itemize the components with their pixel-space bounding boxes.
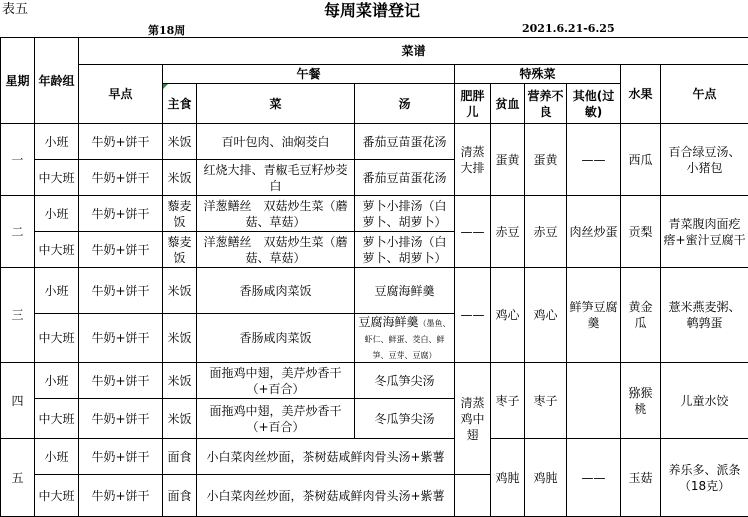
age-group-cell: 小班 bbox=[35, 124, 79, 160]
soup-cell: 冬瓜笋尖汤 bbox=[355, 363, 455, 399]
anemia-cell: 赤豆 bbox=[491, 196, 525, 268]
fruit-cell: 西瓜 bbox=[621, 124, 661, 196]
staple-cell: 面食 bbox=[163, 475, 197, 517]
header-lunch: 午餐 bbox=[163, 65, 455, 84]
breakfast-cell: 牛奶+饼干 bbox=[79, 196, 163, 232]
dish-cell: 洋葱鳝丝 双菇炒生菜（蘑菇、草菇） bbox=[197, 196, 355, 232]
header-menu: 菜谱 bbox=[79, 38, 748, 65]
weekday-cell: 一 bbox=[1, 124, 35, 196]
obese-cell: —— bbox=[455, 196, 491, 268]
dish-cell: 百叶包肉、油焖茭白 bbox=[197, 124, 355, 160]
header-staple: 主食 bbox=[163, 84, 197, 124]
header-obese: 肥胖儿 bbox=[455, 84, 491, 124]
page-title: 每周菜谱登记 bbox=[272, 0, 472, 22]
staple-cell: 米饭 bbox=[163, 124, 197, 160]
age-group-cell: 中大班 bbox=[35, 475, 79, 517]
snack-cell: 养乐多、派条（18克） bbox=[661, 439, 748, 517]
header-dish: 菜 bbox=[197, 84, 355, 124]
weekday-cell: 四 bbox=[1, 363, 35, 439]
other-cell: —— bbox=[567, 439, 621, 517]
breakfast-cell: 牛奶+饼干 bbox=[79, 160, 163, 196]
fruit-cell: 玉菇 bbox=[621, 439, 661, 517]
other-cell: 肉丝炒蛋 bbox=[567, 196, 621, 268]
fruit-cell: 黄金瓜 bbox=[621, 268, 661, 363]
age-group-cell: 小班 bbox=[35, 439, 79, 475]
soup-cell: 萝卜小排汤（白萝卜、胡萝卜） bbox=[355, 232, 455, 268]
lunch-combined-cell: 小白菜肉丝炒面，茶树菇咸鲜肉骨头汤+紫薯 bbox=[197, 475, 455, 517]
soup-cell: 豆腐海鲜羹 bbox=[355, 268, 455, 314]
staple-cell: 米饭 bbox=[163, 314, 197, 363]
age-group-cell: 小班 bbox=[35, 363, 79, 399]
weekday-cell: 三 bbox=[1, 268, 35, 363]
breakfast-cell: 牛奶+饼干 bbox=[79, 475, 163, 517]
breakfast-cell: 牛奶+饼干 bbox=[79, 439, 163, 475]
staple-cell: 面食 bbox=[163, 439, 197, 475]
dish-cell: 红烧大排、青椒毛豆籽炒茭白 bbox=[197, 160, 355, 196]
soup-cell: 番茄豆苗蛋花汤 bbox=[355, 160, 455, 196]
snack-cell: 百合绿豆汤、小猪包 bbox=[661, 124, 748, 196]
age-group-cell: 中大班 bbox=[35, 399, 79, 439]
breakfast-cell: 牛奶+饼干 bbox=[79, 363, 163, 399]
anemia-cell: 鸡肫 bbox=[491, 439, 525, 517]
obese-cell: 清蒸鸡中翅 bbox=[455, 363, 491, 475]
age-group-cell: 小班 bbox=[35, 196, 79, 232]
age-group-cell: 小班 bbox=[35, 268, 79, 314]
soup-cell: 冬瓜笋尖汤 bbox=[355, 399, 455, 439]
soup-cell: 番茄豆苗蛋花汤 bbox=[355, 124, 455, 160]
staple-cell: 米饭 bbox=[163, 268, 197, 314]
staple-cell: 米饭 bbox=[163, 363, 197, 399]
malnutrition-cell: 赤豆 bbox=[525, 196, 567, 268]
anemia-cell: 鸡心 bbox=[491, 268, 525, 363]
snack-cell: 儿童水饺 bbox=[661, 363, 748, 439]
soup-cell bbox=[355, 314, 455, 363]
fruit-cell: 猕猴桃 bbox=[621, 363, 661, 439]
other-cell bbox=[567, 363, 621, 439]
soup-cell: 萝卜小排汤（白萝卜、胡萝卜） bbox=[355, 196, 455, 232]
staple-cell: 藜麦饭 bbox=[163, 232, 197, 268]
other-cell: —— bbox=[567, 124, 621, 196]
breakfast-cell: 牛奶+饼干 bbox=[79, 399, 163, 439]
header-breakfast: 早点 bbox=[79, 65, 163, 124]
anemia-cell: 枣子 bbox=[491, 363, 525, 439]
obese-cell: —— bbox=[455, 268, 491, 363]
malnutrition-cell: 鸡心 bbox=[525, 268, 567, 363]
header-weekday: 星期 bbox=[1, 38, 35, 124]
date-range: 2021.6.21-6.25 bbox=[522, 22, 615, 35]
breakfast-cell: 牛奶+饼干 bbox=[79, 232, 163, 268]
breakfast-cell: 牛奶+饼干 bbox=[79, 124, 163, 160]
dish-cell: 洋葱鳝丝 双菇炒生菜（蘑菇、草菇） bbox=[197, 232, 355, 268]
obese-cell-empty bbox=[455, 475, 491, 517]
obese-cell: 清蒸大排 bbox=[455, 124, 491, 196]
soup-name: 豆腐海鲜羹 bbox=[358, 315, 418, 329]
staple-cell: 米饭 bbox=[163, 160, 197, 196]
header-malnutrition: 营养不良 bbox=[525, 84, 567, 124]
other-cell: 鲜笋豆腐羹 bbox=[567, 268, 621, 363]
header-other: 其他(过敏) bbox=[567, 84, 621, 124]
malnutrition-cell: 鸡肫 bbox=[525, 439, 567, 517]
header-special: 特殊菜 bbox=[455, 65, 621, 84]
breakfast-cell: 牛奶+饼干 bbox=[79, 268, 163, 314]
age-group-cell: 中大班 bbox=[35, 232, 79, 268]
weekday-cell: 二 bbox=[1, 196, 35, 268]
dish-cell: 面拖鸡中翅，美芹炒香干（+百合） bbox=[197, 363, 355, 399]
header-anemia: 贫血 bbox=[491, 84, 525, 124]
header-snack: 午点 bbox=[661, 65, 748, 124]
dish-cell: 香肠咸肉菜饭 bbox=[197, 314, 355, 363]
staple-cell: 藜麦饭 bbox=[163, 196, 197, 232]
age-group-cell: 中大班 bbox=[35, 160, 79, 196]
malnutrition-cell: 枣子 bbox=[525, 363, 567, 439]
malnutrition-cell: 蛋黄 bbox=[525, 124, 567, 196]
staple-cell: 米饭 bbox=[163, 399, 197, 439]
soup-ingredients-note: （墨鱼、虾仁、鲜蛋、茭白、鲜笋、豆芽、豆腐） bbox=[365, 319, 451, 360]
dish-cell: 面拖鸡中翅，美芹炒香干（+百合） bbox=[197, 399, 355, 439]
breakfast-cell: 牛奶+饼干 bbox=[79, 314, 163, 363]
lunch-combined-cell: 小白菜肉丝炒面，茶树菇咸鲜肉骨头汤+紫薯 bbox=[197, 439, 455, 475]
snack-cell: 薏米燕麦粥、鹌鹑蛋 bbox=[661, 268, 748, 363]
snack-cell: 青菜腹肉面疙瘩+蜜汁豆腐干 bbox=[661, 196, 748, 268]
weekday-cell: 五 bbox=[1, 439, 35, 517]
week-number: 第18周 bbox=[148, 22, 185, 38]
header-fruit: 水果 bbox=[621, 65, 661, 124]
weekly-menu-table bbox=[0, 37, 748, 517]
title-row bbox=[34, 0, 748, 20]
header-age-group: 年龄组 bbox=[35, 38, 79, 124]
age-group-cell: 中大班 bbox=[35, 314, 79, 363]
header-soup: 汤 bbox=[355, 84, 455, 124]
fruit-cell: 贡梨 bbox=[621, 196, 661, 268]
dish-cell: 香肠咸肉菜饭 bbox=[197, 268, 355, 314]
sheet-tab-label[interactable]: 表五 bbox=[0, 0, 36, 20]
anemia-cell: 蛋黄 bbox=[491, 124, 525, 196]
